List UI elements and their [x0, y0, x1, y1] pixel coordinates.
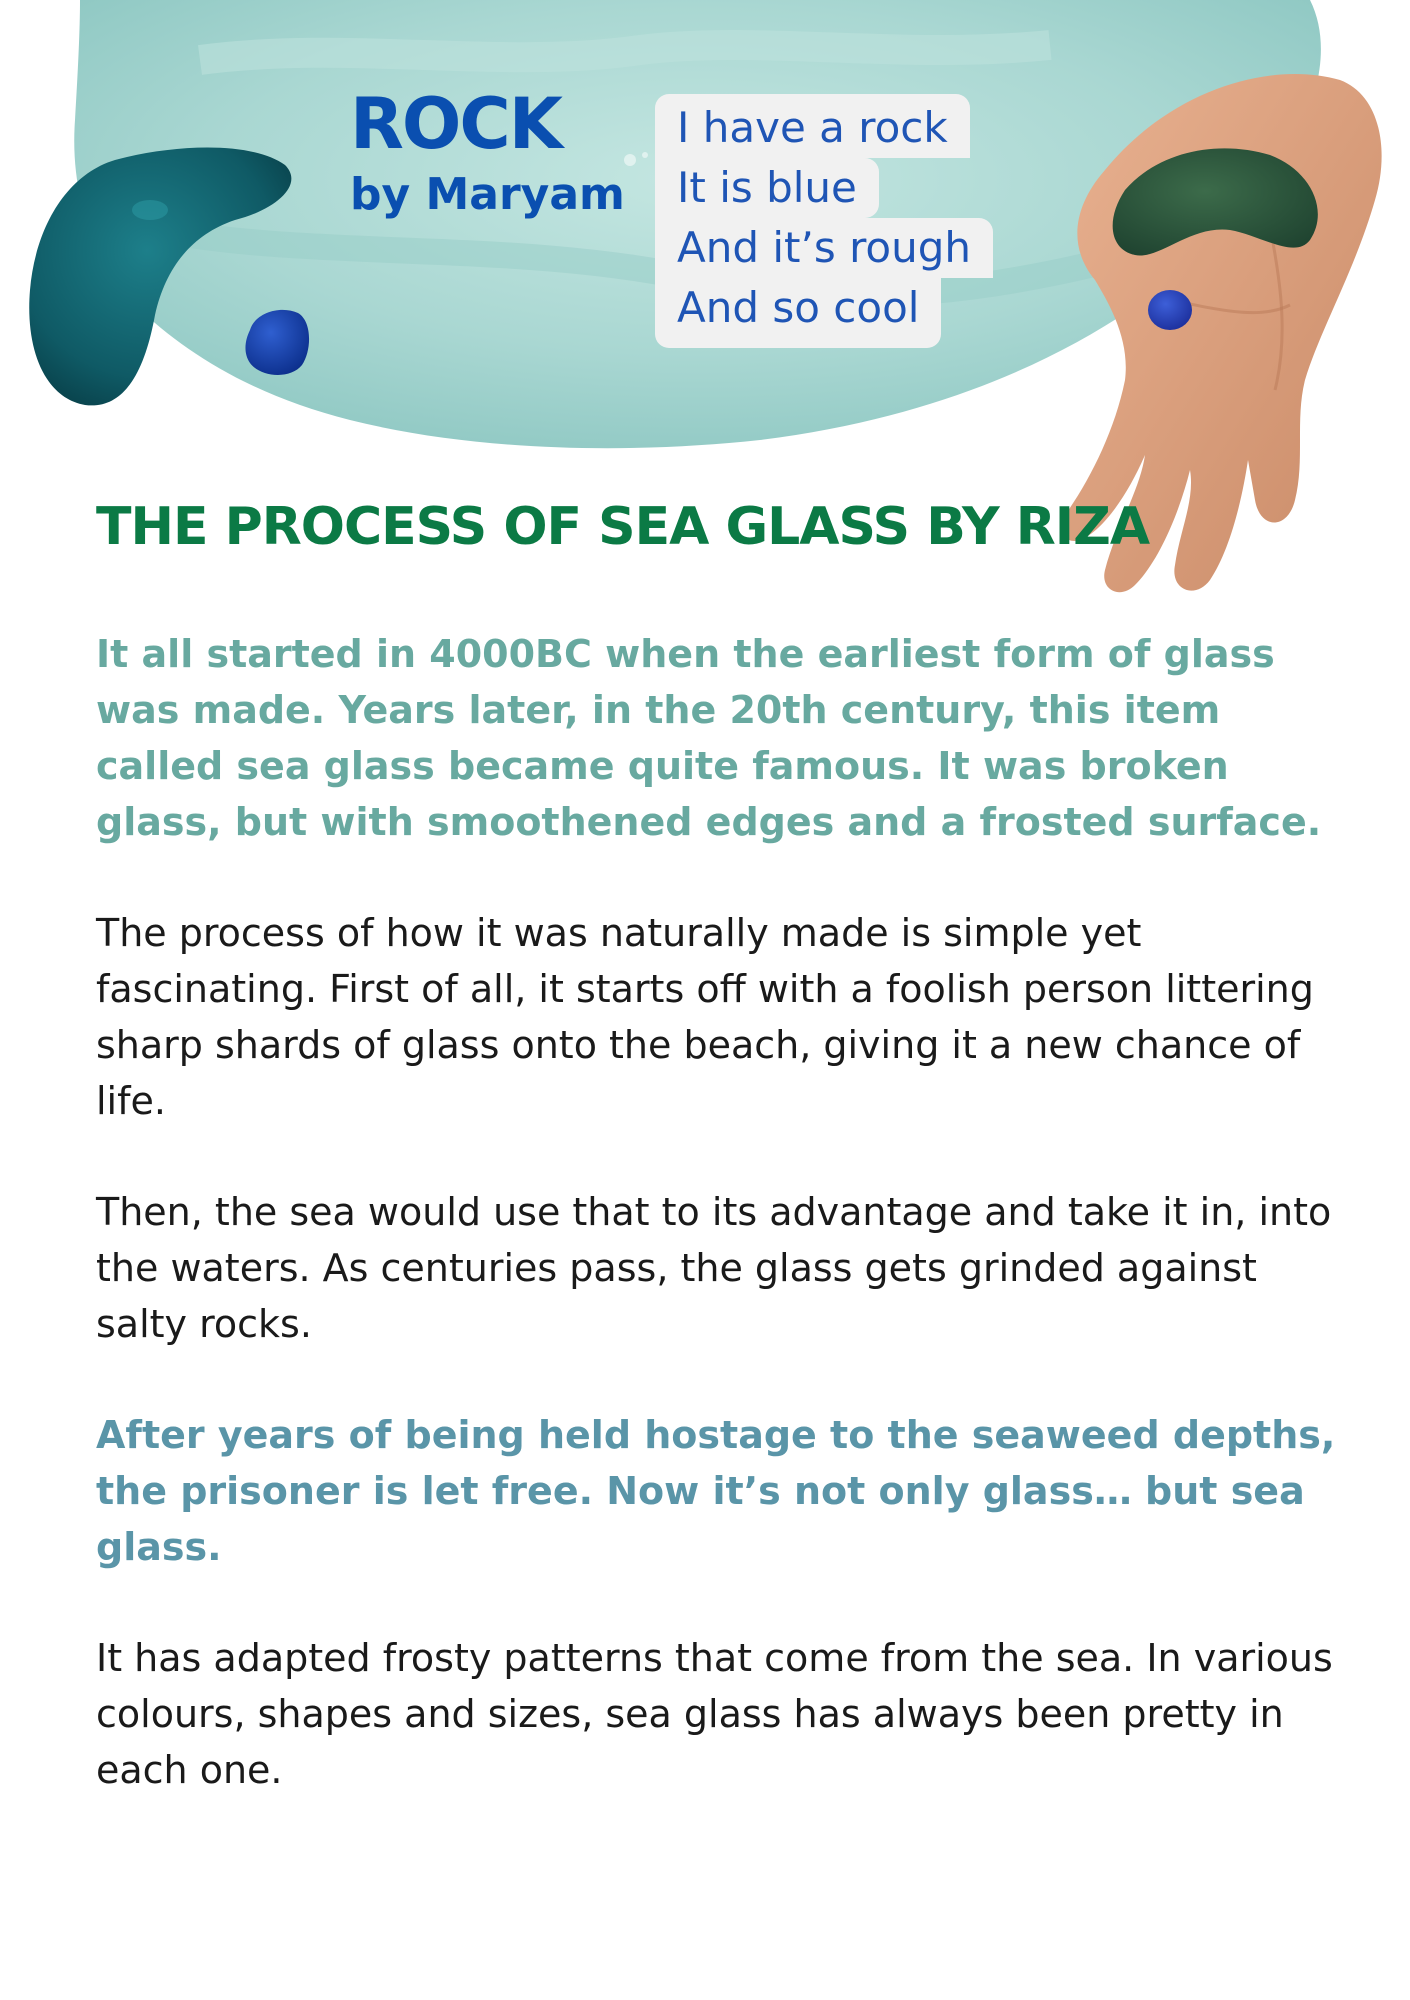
poem-title: ROCK: [350, 83, 562, 165]
poem-line: And it’s rough: [655, 218, 993, 278]
article-paragraph: Then, the sea would use that to its advantage and take it in, into the waters. As centuries pass, the glass gets grinded against salty rocks.: [96, 1190, 1332, 1346]
article-paragraph: It has adapted frosty patterns that come from the sea. In various colours, shapes and sizes, sea glass has always been pretty in each one.: [96, 1636, 1333, 1792]
poem-lines: [655, 94, 993, 348]
blue-pebble-image: [240, 305, 315, 380]
article-body: [96, 626, 1336, 1853]
poem-line: It is blue: [655, 158, 879, 218]
article-heading: THE PROCESS OF SEA GLASS BY RIZA: [96, 497, 1150, 557]
poem-line: I have a rock: [655, 94, 970, 158]
article-paragraph-intro: It all started in 4000BC when the earliest form of glass was made. Years later, in the 20th century, this item called sea glass became quite famous. It was broken glass, but with smoothened edges and a frosted surface.: [96, 632, 1322, 844]
article-paragraph-highlight: After years of being held hostage to the seaweed depths, the prisoner is let free. Now it’s not only glass… but sea glass.: [96, 1413, 1336, 1569]
poem-line: And so cool: [655, 278, 941, 348]
article-paragraph: The process of how it was naturally made is simple yet fascinating. First of all, it starts off with a foolish person littering sharp shards of glass onto the beach, giving it a new chance of life.: [96, 911, 1314, 1123]
poem-author: by Maryam: [350, 169, 625, 220]
